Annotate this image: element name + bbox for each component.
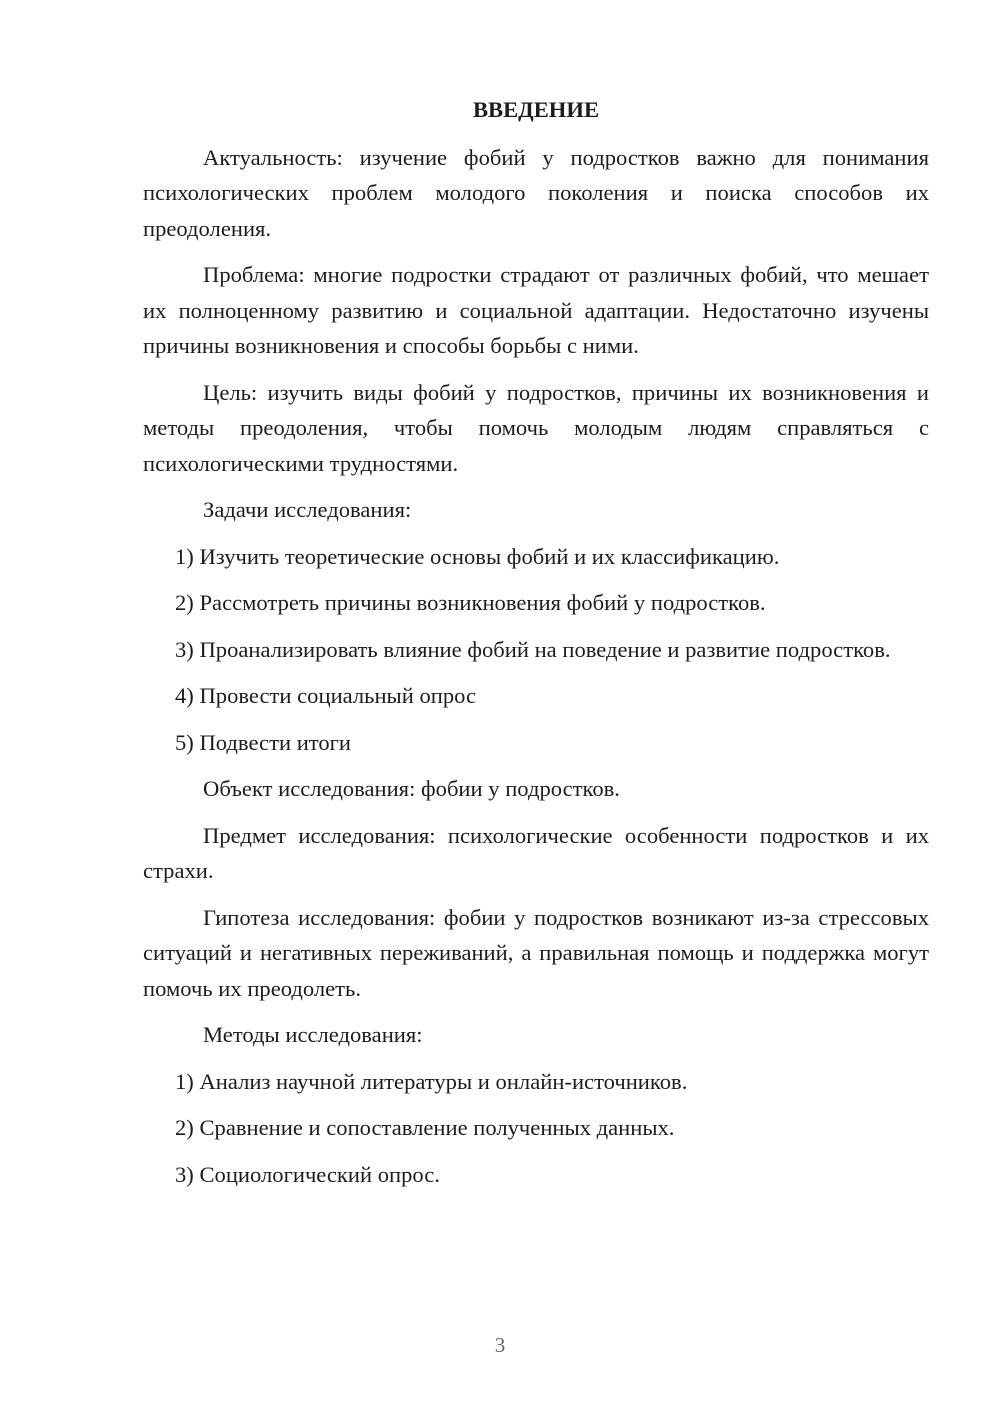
page-number: 3	[494, 1333, 506, 1357]
methods-heading: Методы исследования:	[203, 1022, 423, 1047]
task-item: 4) Провести социальный опрос	[175, 683, 477, 708]
method-item: 2) Сравнение и сопоставление полученных данных.	[175, 1115, 675, 1140]
object-paragraph: Объект исследования: фобии у подростков.	[203, 776, 620, 801]
task-item: 1) Изучить теоретические основы фобий и их классификацию.	[175, 543, 780, 569]
document-page	[143, 92, 929, 1203]
problem-paragraph: Проблема: многие подростки страдают от различных фобий, что мешает их полноценному развитию и социальной адаптации. Недостаточно изучены причины возникновения и способы борьбы с ними.	[143, 262, 929, 358]
hypothesis-paragraph: Гипотеза исследования: фобии у подростков возникают из-за стрессовых ситуаций и негативных переживаний, а правильная помощь и поддержка могут помочь их преодолеть.	[143, 904, 929, 1001]
method-item: 3) Социологический опрос.	[175, 1161, 440, 1187]
task-item: 2) Рассмотреть причины возникновения фобий у подростков.	[175, 590, 766, 615]
subject-paragraph: Предмет исследования: психологические особенности подростков и их страхи.	[143, 822, 929, 883]
method-item: 1) Анализ научной литературы и онлайн-источников.	[175, 1068, 688, 1094]
goal-paragraph: Цель: изучить виды фобий у подростков, причины их возникновения и методы преодоления, чтобы помочь молодым людям справляться с психологическими трудностями.	[143, 379, 929, 476]
relevance-paragraph: Актуальность: изучение фобий у подростков важно для понимания психологических проблем молодого поколения и поиска способов их преодоления.	[143, 144, 929, 241]
task-item: 5) Подвести итоги	[175, 729, 352, 755]
task-item: 3) Проанализировать влияние фобий на поведение и развитие подростков.	[175, 636, 891, 662]
tasks-heading: Задачи исследования:	[203, 497, 412, 522]
page-title: ВВЕДЕНИЕ	[472, 97, 600, 122]
